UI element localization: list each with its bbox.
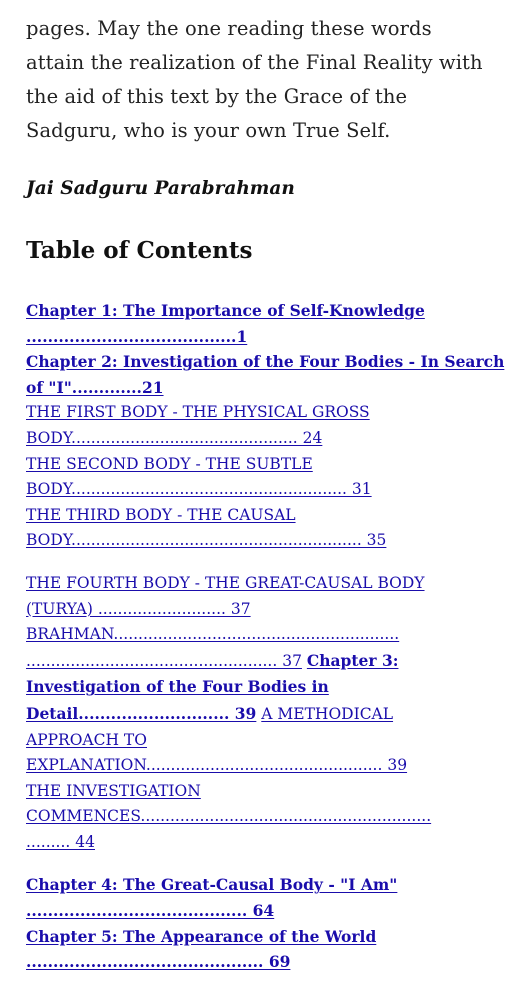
toc-entry-third-body: [26, 503, 496, 554]
toc-link-methodical-approach-cont[interactable]: APPROACH TO: [26, 730, 147, 749]
closing-salutation: Jai Sadguru Parabrahman: [26, 178, 295, 199]
toc-link-chapter-5-page[interactable]: ............................................ 69: [26, 952, 291, 972]
toc-link-investigation-commences-page[interactable]: ......... 44: [26, 832, 95, 851]
toc-entry-chapter-1: [26, 298, 496, 349]
toc-entry-brahman: [26, 622, 496, 855]
toc-link-investigation-commences-cont[interactable]: COMMENCES...........................................................: [26, 807, 432, 826]
toc-link-methodical-approach[interactable]: A METHODICAL: [261, 704, 394, 723]
toc-link-chapter-1[interactable]: Chapter 1: The Importance of Self-Knowledge: [26, 301, 425, 320]
toc-link-chapter-3[interactable]: Chapter 3:: [306, 650, 399, 670]
toc-link-second-body-page[interactable]: BODY........................................................ 31: [26, 480, 372, 499]
intro-paragraph: pages. May the one reading these words attain the realization of the Final Reality with the aid of this text by the Grace of the Sadguru, who is your own True Self.: [26, 17, 483, 142]
toc-spacer: [26, 855, 496, 872]
toc-entry-first-body: [26, 400, 496, 451]
toc-link-chapter-2[interactable]: Chapter 2: Investigation of the Four Bodies - In Search: [26, 352, 505, 372]
toc-link-chapter-5[interactable]: Chapter 5: The Appearance of the World: [26, 926, 377, 946]
toc-link-third-body-page[interactable]: BODY........................................................... 35: [26, 531, 387, 550]
toc-link-brahman-page[interactable]: ................................................... 37: [26, 651, 302, 670]
toc-link-fourth-body-page[interactable]: (TURYA) .......................... 37: [26, 599, 251, 618]
toc-link-second-body[interactable]: THE SECOND BODY - THE SUBTLE: [26, 454, 313, 473]
toc-link-chapter-3-page[interactable]: Detail............................ 39: [26, 703, 257, 723]
toc-link-chapter-4-page[interactable]: ......................................... 64: [26, 901, 275, 921]
toc-heading: Table of Contents: [26, 237, 253, 264]
toc-link-chapter-3-title[interactable]: Investigation of the Four Bodies in: [26, 677, 329, 697]
table-of-contents: [26, 298, 505, 975]
toc-entry-chapter-4: [26, 872, 496, 923]
toc-link-first-body[interactable]: THE FIRST BODY - THE PHYSICAL GROSS: [26, 403, 370, 422]
toc-link-investigation-commences[interactable]: THE INVESTIGATION: [26, 781, 201, 800]
toc-entry-chapter-2: [26, 349, 505, 400]
toc-link-chapter-2-page[interactable]: of "I".............21: [26, 377, 164, 397]
toc-link-brahman[interactable]: BRAHMAN..........................................................: [26, 625, 400, 644]
toc-entry-fourth-body: [26, 571, 496, 622]
toc-link-chapter-4[interactable]: Chapter 4: The Great-Causal Body - "I Am": [26, 875, 398, 895]
toc-entry-second-body: [26, 452, 496, 503]
toc-link-fourth-body[interactable]: THE FOURTH BODY - THE GREAT-CAUSAL BODY: [26, 573, 425, 592]
toc-link-chapter-1-page[interactable]: .......................................1: [26, 326, 248, 346]
toc-entry-chapter-5: [26, 924, 496, 975]
document-page: [26, 0, 505, 975]
toc-link-first-body-page[interactable]: BODY.............................................. 24: [26, 428, 323, 447]
toc-link-third-body[interactable]: THE THIRD BODY - THE CAUSAL: [26, 505, 296, 524]
toc-spacer: [26, 554, 496, 571]
toc-link-methodical-approach-page[interactable]: EXPLANATION................................................ 39: [26, 756, 408, 775]
